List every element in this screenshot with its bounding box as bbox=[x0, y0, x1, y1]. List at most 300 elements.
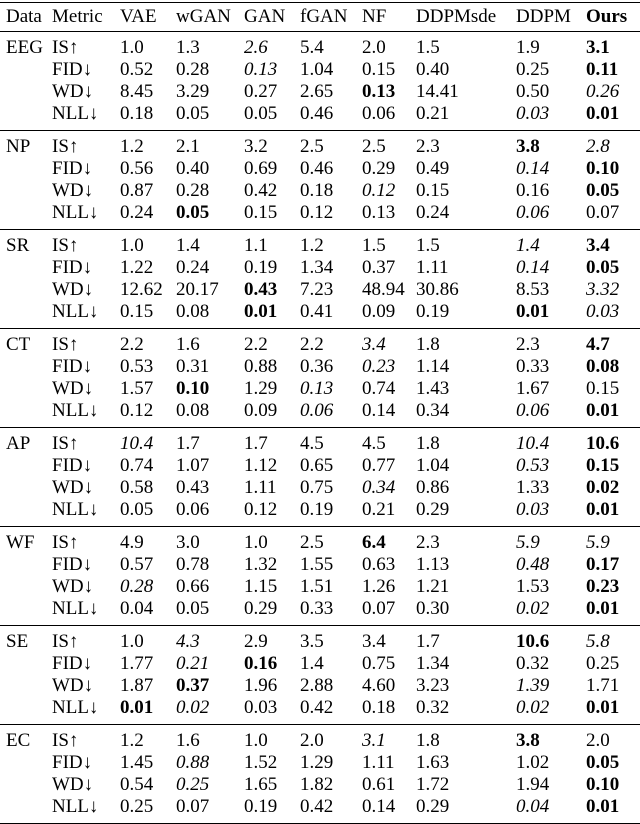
dataset-spacer bbox=[0, 774, 52, 796]
table-cell: 1.0 bbox=[120, 37, 144, 58]
metric-label: NLL↓ bbox=[52, 400, 99, 421]
table-cell: 3.5 bbox=[300, 631, 324, 652]
table-row bbox=[0, 59, 640, 81]
metric-label: IS↑ bbox=[52, 235, 79, 256]
table-cell: 10.4 bbox=[516, 433, 550, 454]
table-row bbox=[0, 576, 640, 598]
table-cell: 2.88 bbox=[300, 675, 334, 696]
header-nf: NF bbox=[362, 6, 387, 27]
table-cell: 4.9 bbox=[120, 532, 144, 553]
table-cell: 0.15 bbox=[362, 59, 396, 80]
table-cell: 0.08 bbox=[176, 301, 210, 322]
table-row bbox=[0, 329, 640, 357]
header-fgan: fGAN bbox=[300, 6, 348, 27]
dataset-spacer bbox=[0, 356, 52, 378]
header-ddpm: DDPM bbox=[516, 6, 571, 27]
dataset-label: EC bbox=[6, 730, 31, 751]
table-cell: 0.65 bbox=[300, 455, 334, 476]
table-cell: 0.14 bbox=[362, 796, 396, 817]
dataset-spacer bbox=[0, 202, 52, 230]
metric-label: NLL↓ bbox=[52, 796, 99, 817]
table-cell: 1.29 bbox=[300, 752, 334, 773]
table-row bbox=[0, 752, 640, 774]
dataset-group bbox=[0, 527, 640, 626]
table-cell: 1.02 bbox=[516, 752, 550, 773]
metric-label: NLL↓ bbox=[52, 499, 99, 520]
table-header bbox=[0, 3, 640, 32]
table-cell: 3.4 bbox=[362, 631, 386, 652]
table-cell: 0.09 bbox=[244, 400, 278, 421]
table-cell: 0.02 bbox=[176, 697, 210, 718]
metric-label: NLL↓ bbox=[52, 301, 99, 322]
table-cell: 0.29 bbox=[416, 499, 450, 520]
dataset-spacer bbox=[0, 499, 52, 527]
table-row bbox=[0, 301, 640, 329]
dataset-spacer bbox=[0, 180, 52, 202]
metric-label: WD↓ bbox=[52, 675, 94, 696]
table-cell: 0.42 bbox=[300, 697, 334, 718]
table-cell: 2.5 bbox=[300, 532, 324, 553]
header-metric: Metric bbox=[52, 6, 103, 27]
table-cell: 0.01 bbox=[120, 697, 154, 718]
table-cell: 0.17 bbox=[586, 554, 620, 575]
dataset-spacer bbox=[0, 697, 52, 725]
table-row bbox=[0, 774, 640, 796]
table-cell: 3.23 bbox=[416, 675, 450, 696]
table-cell: 48.94 bbox=[362, 279, 405, 300]
table-cell: 0.01 bbox=[244, 301, 278, 322]
table-cell: 0.87 bbox=[120, 180, 154, 201]
metric-label: NLL↓ bbox=[52, 103, 99, 124]
table-cell: 0.01 bbox=[586, 400, 620, 421]
dataset-group bbox=[0, 32, 640, 131]
table-row bbox=[0, 81, 640, 103]
metric-label: IS↑ bbox=[52, 334, 79, 355]
table-cell: 0.52 bbox=[120, 59, 154, 80]
table-cell: 2.9 bbox=[244, 631, 268, 652]
table-cell: 0.11 bbox=[586, 59, 619, 80]
table-cell: 1.7 bbox=[416, 631, 440, 652]
table-cell: 0.24 bbox=[120, 202, 154, 223]
table-cell: 0.74 bbox=[120, 455, 154, 476]
table-cell: 3.8 bbox=[516, 730, 540, 751]
table-cell: 1.9 bbox=[516, 37, 540, 58]
table-cell: 0.46 bbox=[300, 103, 334, 124]
table-cell: 0.50 bbox=[516, 81, 550, 102]
dataset-label: WF bbox=[6, 532, 35, 553]
table-row bbox=[0, 626, 640, 654]
table-cell: 0.05 bbox=[586, 752, 620, 773]
table-row bbox=[0, 499, 640, 527]
table-cell: 1.26 bbox=[362, 576, 396, 597]
table-cell: 0.23 bbox=[586, 576, 620, 597]
metric-label: FID↓ bbox=[52, 59, 93, 80]
table-cell: 2.2 bbox=[120, 334, 144, 355]
dataset-label: EEG bbox=[6, 37, 43, 58]
metric-label: IS↑ bbox=[52, 532, 79, 553]
table-cell: 1.34 bbox=[300, 257, 334, 278]
table-cell: 0.18 bbox=[300, 180, 334, 201]
table-cell: 0.21 bbox=[176, 653, 210, 674]
table-cell: 0.05 bbox=[176, 202, 210, 223]
table-cell: 0.75 bbox=[300, 477, 334, 498]
table-cell: 1.2 bbox=[300, 235, 324, 256]
table-cell: 0.46 bbox=[300, 158, 334, 179]
table-cell: 1.51 bbox=[300, 576, 334, 597]
table-cell: 4.5 bbox=[362, 433, 386, 454]
table-cell: 0.08 bbox=[176, 400, 210, 421]
table-cell: 12.62 bbox=[120, 279, 163, 300]
table-cell: 1.29 bbox=[244, 378, 278, 399]
table-cell: 2.3 bbox=[416, 136, 440, 157]
dataset-group bbox=[0, 626, 640, 725]
table-cell: 7.23 bbox=[300, 279, 334, 300]
table-cell: 0.15 bbox=[586, 455, 620, 476]
table-cell: 0.05 bbox=[586, 257, 620, 278]
table-cell: 0.32 bbox=[516, 653, 550, 674]
table-cell: 0.21 bbox=[416, 103, 450, 124]
table-cell: 30.86 bbox=[416, 279, 459, 300]
table-row bbox=[0, 653, 640, 675]
table-cell: 0.01 bbox=[586, 796, 620, 817]
dataset-spacer bbox=[0, 301, 52, 329]
table-row bbox=[0, 796, 640, 824]
table-row bbox=[0, 180, 640, 202]
table-cell: 0.29 bbox=[416, 796, 450, 817]
table-cell: 0.07 bbox=[176, 796, 210, 817]
table-cell: 0.40 bbox=[176, 158, 210, 179]
table-cell: 0.10 bbox=[586, 774, 620, 795]
table-cell: 0.18 bbox=[362, 697, 396, 718]
metric-label: WD↓ bbox=[52, 477, 94, 498]
table-cell: 0.25 bbox=[176, 774, 210, 795]
table-cell: 1.6 bbox=[176, 334, 200, 355]
table-cell: 0.05 bbox=[244, 103, 278, 124]
table-cell: 1.7 bbox=[176, 433, 200, 454]
table-cell: 0.16 bbox=[244, 653, 278, 674]
table-cell: 0.08 bbox=[586, 356, 620, 377]
metric-label: IS↑ bbox=[52, 136, 79, 157]
metric-label: FID↓ bbox=[52, 158, 93, 179]
table-cell: 0.58 bbox=[120, 477, 154, 498]
header-gan: GAN bbox=[244, 6, 286, 27]
table-cell: 0.05 bbox=[586, 180, 620, 201]
table-cell: 1.82 bbox=[300, 774, 334, 795]
table-cell: 1.63 bbox=[416, 752, 450, 773]
table-cell: 0.01 bbox=[586, 103, 620, 124]
dataset-spacer bbox=[0, 752, 52, 774]
table-cell: 0.03 bbox=[516, 103, 550, 124]
table-cell: 0.53 bbox=[120, 356, 154, 377]
table-cell: 1.5 bbox=[416, 37, 440, 58]
table-cell: 0.54 bbox=[120, 774, 154, 795]
table-cell: 3.0 bbox=[176, 532, 200, 553]
header-ours: Ours bbox=[586, 6, 628, 27]
table-cell: 0.10 bbox=[176, 378, 210, 399]
table-cell: 1.2 bbox=[120, 730, 144, 751]
table-row bbox=[0, 527, 640, 555]
table-cell: 1.8 bbox=[416, 433, 440, 454]
table-cell: 0.15 bbox=[244, 202, 278, 223]
table-row bbox=[0, 103, 640, 131]
table-cell: 2.0 bbox=[586, 730, 610, 751]
table-cell: 0.29 bbox=[362, 158, 396, 179]
table-cell: 10.6 bbox=[586, 433, 620, 454]
table-cell: 1.57 bbox=[120, 378, 154, 399]
table-row bbox=[0, 598, 640, 626]
table-cell: 0.12 bbox=[244, 499, 278, 520]
table-cell: 0.07 bbox=[586, 202, 620, 223]
table-cell: 0.13 bbox=[300, 378, 334, 399]
table-cell: 0.13 bbox=[362, 202, 396, 223]
table-cell: 0.12 bbox=[362, 180, 396, 201]
table-cell: 1.8 bbox=[416, 334, 440, 355]
dataset-group bbox=[0, 230, 640, 329]
table-cell: 0.19 bbox=[244, 796, 278, 817]
table-cell: 0.86 bbox=[416, 477, 450, 498]
table-cell: 3.2 bbox=[244, 136, 268, 157]
table-cell: 0.29 bbox=[244, 598, 278, 619]
dataset-spacer bbox=[0, 477, 52, 499]
table-cell: 1.5 bbox=[416, 235, 440, 256]
table-cell: 3.4 bbox=[586, 235, 610, 256]
dataset-spacer bbox=[0, 158, 52, 180]
table-cell: 0.09 bbox=[362, 301, 396, 322]
table-cell: 4.7 bbox=[586, 334, 610, 355]
table-cell: 5.4 bbox=[300, 37, 324, 58]
metric-label: NLL↓ bbox=[52, 202, 99, 223]
table-cell: 0.07 bbox=[362, 598, 396, 619]
table-cell: 0.25 bbox=[586, 653, 620, 674]
table-cell: 0.28 bbox=[120, 576, 154, 597]
table-cell: 0.01 bbox=[516, 301, 550, 322]
table-cell: 0.19 bbox=[300, 499, 334, 520]
metric-label: FID↓ bbox=[52, 752, 93, 773]
table-cell: 0.28 bbox=[176, 59, 210, 80]
table-cell: 1.15 bbox=[244, 576, 278, 597]
table-cell: 0.14 bbox=[362, 400, 396, 421]
metric-label: WD↓ bbox=[52, 81, 94, 102]
dataset-spacer bbox=[0, 103, 52, 131]
table-cell: 5.8 bbox=[586, 631, 610, 652]
table-cell: 2.3 bbox=[516, 334, 540, 355]
table-cell: 0.36 bbox=[300, 356, 334, 377]
table-cell: 2.1 bbox=[176, 136, 200, 157]
table-cell: 1.11 bbox=[416, 257, 449, 278]
metric-label: IS↑ bbox=[52, 37, 79, 58]
table-cell: 1.13 bbox=[416, 554, 450, 575]
dataset-label: SE bbox=[6, 631, 29, 652]
table-cell: 0.10 bbox=[586, 158, 620, 179]
table-cell: 2.0 bbox=[362, 37, 386, 58]
metric-label: FID↓ bbox=[52, 257, 93, 278]
table-cell: 1.21 bbox=[416, 576, 450, 597]
table-cell: 0.01 bbox=[586, 499, 620, 520]
table-row bbox=[0, 725, 640, 753]
table-cell: 0.63 bbox=[362, 554, 396, 575]
table-cell: 0.42 bbox=[244, 180, 278, 201]
metric-label: WD↓ bbox=[52, 180, 94, 201]
table-cell: 0.15 bbox=[120, 301, 154, 322]
table-row bbox=[0, 230, 640, 258]
table-cell: 1.1 bbox=[244, 235, 268, 256]
table-cell: 1.7 bbox=[244, 433, 268, 454]
table-cell: 0.02 bbox=[516, 697, 550, 718]
table-cell: 1.87 bbox=[120, 675, 154, 696]
table-cell: 0.57 bbox=[120, 554, 154, 575]
table-cell: 0.75 bbox=[362, 653, 396, 674]
table-cell: 0.88 bbox=[244, 356, 278, 377]
table-cell: 0.06 bbox=[362, 103, 396, 124]
table-cell: 2.2 bbox=[300, 334, 324, 355]
dataset-spacer bbox=[0, 796, 52, 824]
dataset-label: NP bbox=[6, 136, 31, 157]
dataset-spacer bbox=[0, 554, 52, 576]
table-cell: 3.1 bbox=[586, 37, 610, 58]
table-cell: 0.15 bbox=[416, 180, 450, 201]
table-cell: 0.37 bbox=[362, 257, 396, 278]
metric-label: NLL↓ bbox=[52, 697, 99, 718]
table-cell: 0.42 bbox=[300, 796, 334, 817]
table-cell: 2.2 bbox=[244, 334, 268, 355]
table-cell: 3.4 bbox=[362, 334, 386, 355]
table-cell: 1.43 bbox=[416, 378, 450, 399]
table-cell: 8.53 bbox=[516, 279, 550, 300]
table-cell: 1.39 bbox=[516, 675, 550, 696]
table-cell: 2.5 bbox=[362, 136, 386, 157]
table-cell: 0.12 bbox=[120, 400, 154, 421]
table-cell: 0.13 bbox=[362, 81, 396, 102]
table-cell: 1.11 bbox=[362, 752, 395, 773]
table-cell: 2.0 bbox=[300, 730, 324, 751]
header-wgan: wGAN bbox=[176, 6, 231, 27]
table-cell: 0.40 bbox=[416, 59, 450, 80]
table-cell: 0.53 bbox=[516, 455, 550, 476]
dataset-spacer bbox=[0, 257, 52, 279]
table-cell: 0.41 bbox=[300, 301, 334, 322]
table-cell: 0.31 bbox=[176, 356, 210, 377]
dataset-group bbox=[0, 329, 640, 428]
table-cell: 1.0 bbox=[120, 631, 144, 652]
table-row bbox=[0, 131, 640, 159]
table-cell: 0.61 bbox=[362, 774, 396, 795]
table-cell: 0.66 bbox=[176, 576, 210, 597]
table-cell: 1.4 bbox=[516, 235, 540, 256]
table-cell: 0.01 bbox=[586, 697, 620, 718]
table-cell: 0.21 bbox=[362, 499, 396, 520]
table-cell: 4.60 bbox=[362, 675, 396, 696]
table-row bbox=[0, 356, 640, 378]
table-cell: 4.5 bbox=[300, 433, 324, 454]
metric-label: NLL↓ bbox=[52, 598, 99, 619]
table-cell: 0.06 bbox=[300, 400, 334, 421]
table-cell: 1.11 bbox=[244, 477, 277, 498]
table-cell: 0.03 bbox=[244, 697, 278, 718]
metric-label: IS↑ bbox=[52, 433, 79, 454]
table-cell: 0.34 bbox=[362, 477, 396, 498]
table-cell: 5.9 bbox=[516, 532, 540, 553]
table-cell: 0.04 bbox=[516, 796, 550, 817]
dataset-label: AP bbox=[6, 433, 31, 454]
dataset-spacer bbox=[0, 598, 52, 626]
table-cell: 1.0 bbox=[244, 730, 268, 751]
table-cell: 0.78 bbox=[176, 554, 210, 575]
dataset-spacer bbox=[0, 576, 52, 598]
table-cell: 0.24 bbox=[176, 257, 210, 278]
table-cell: 0.19 bbox=[244, 257, 278, 278]
table-row bbox=[0, 32, 640, 60]
metric-label: WD↓ bbox=[52, 576, 94, 597]
dataset-spacer bbox=[0, 59, 52, 81]
table-cell: 0.02 bbox=[516, 598, 550, 619]
table-row bbox=[0, 554, 640, 576]
table-row bbox=[0, 675, 640, 697]
dataset-spacer bbox=[0, 455, 52, 477]
table-cell: 1.55 bbox=[300, 554, 334, 575]
table-cell: 1.4 bbox=[176, 235, 200, 256]
table-cell: 0.04 bbox=[120, 598, 154, 619]
dataset-spacer bbox=[0, 400, 52, 428]
metric-label: FID↓ bbox=[52, 554, 93, 575]
table-cell: 1.0 bbox=[120, 235, 144, 256]
table-cell: 1.53 bbox=[516, 576, 550, 597]
table-cell: 1.6 bbox=[176, 730, 200, 751]
table-cell: 1.0 bbox=[244, 532, 268, 553]
table-cell: 0.06 bbox=[516, 400, 550, 421]
table-cell: 0.16 bbox=[516, 180, 550, 201]
table-cell: 10.6 bbox=[516, 631, 550, 652]
table-cell: 1.67 bbox=[516, 378, 550, 399]
table-cell: 0.28 bbox=[176, 180, 210, 201]
table-cell: 1.34 bbox=[416, 653, 450, 674]
table-cell: 0.14 bbox=[516, 257, 550, 278]
table-cell: 1.72 bbox=[416, 774, 450, 795]
dataset-spacer bbox=[0, 675, 52, 697]
table-cell: 0.43 bbox=[244, 279, 278, 300]
table-cell: 1.65 bbox=[244, 774, 278, 795]
table-cell: 1.33 bbox=[516, 477, 550, 498]
header-data: Data bbox=[6, 6, 42, 27]
table-cell: 3.1 bbox=[362, 730, 386, 751]
table-cell: 0.14 bbox=[516, 158, 550, 179]
metric-label: WD↓ bbox=[52, 279, 94, 300]
table-cell: 2.65 bbox=[300, 81, 334, 102]
table-cell: 0.43 bbox=[176, 477, 210, 498]
dataset-group bbox=[0, 131, 640, 230]
table-cell: 1.22 bbox=[120, 257, 154, 278]
table-cell: 20.17 bbox=[176, 279, 219, 300]
table-cell: 1.3 bbox=[176, 37, 200, 58]
table-cell: 1.52 bbox=[244, 752, 278, 773]
table-cell: 1.04 bbox=[300, 59, 334, 80]
table-row bbox=[0, 428, 640, 456]
table-cell: 1.04 bbox=[416, 455, 450, 476]
table-cell: 6.4 bbox=[362, 532, 386, 553]
table-cell: 1.5 bbox=[362, 235, 386, 256]
table-cell: 14.41 bbox=[416, 81, 459, 102]
table-cell: 0.12 bbox=[300, 202, 334, 223]
table-cell: 0.77 bbox=[362, 455, 396, 476]
table-cell: 1.96 bbox=[244, 675, 278, 696]
table-cell: 4.3 bbox=[176, 631, 200, 652]
table-cell: 2.5 bbox=[300, 136, 324, 157]
table-cell: 0.06 bbox=[176, 499, 210, 520]
dataset-label: CT bbox=[6, 334, 31, 355]
table-cell: 0.13 bbox=[244, 59, 278, 80]
table-cell: 0.88 bbox=[176, 752, 210, 773]
table-cell: 0.33 bbox=[516, 356, 550, 377]
table-row bbox=[0, 455, 640, 477]
